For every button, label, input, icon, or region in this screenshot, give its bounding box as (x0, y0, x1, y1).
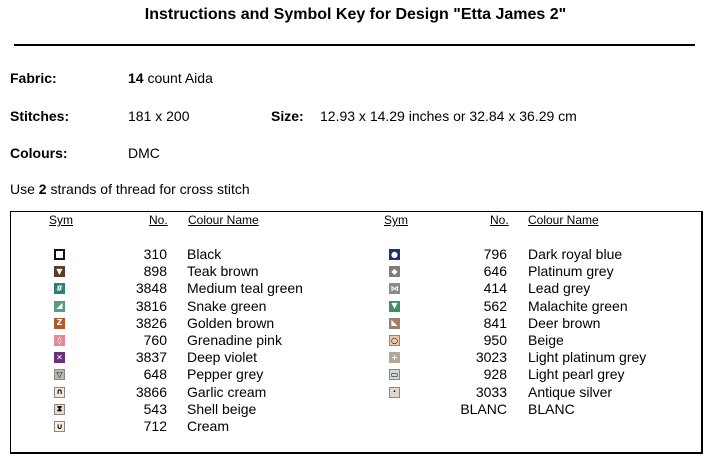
right-colour-name: Platinum grey (528, 263, 614, 280)
down-triangle-icon: ▼ (389, 301, 400, 312)
page-title: Instructions and Symbol Key for Design "Etta James 2" (144, 6, 567, 23)
name-header-left: Colour Name (188, 213, 259, 227)
colours-value: DMC (128, 145, 160, 161)
right-colour-name: Light pearl grey (528, 366, 625, 383)
right-colour-number: 414 (483, 280, 507, 297)
fabric-value (128, 70, 213, 86)
name-header-right: Colour Name (528, 213, 599, 227)
left-colour-name: Shell beige (187, 400, 257, 417)
left-colour-name: Pepper grey (187, 366, 264, 383)
bowtie-icon: ⋈ (390, 283, 399, 293)
strands-pre: Use (10, 181, 39, 197)
fabric-count: 14 (128, 70, 144, 86)
strands-instruction (10, 181, 250, 197)
hollow-down-triangle-icon: ▽ (54, 369, 65, 380)
corner-triangle-icon: ◢ (54, 301, 65, 312)
right-colour-name: Antique silver (528, 383, 613, 400)
size-value: 12.93 x 14.29 inches or 32.84 x 36.29 cm (320, 108, 577, 124)
no-header-left: No. (149, 213, 168, 227)
right-colour-name: Light platinum grey (528, 349, 647, 366)
plus-icon: + (389, 352, 400, 363)
right-colour-number: 950 (483, 332, 507, 348)
hollow-square-icon (54, 249, 65, 260)
arch-icon: ∩ (54, 387, 65, 398)
right-colour-name: Lead grey (528, 280, 591, 297)
hollow-circle-icon: ○ (389, 335, 400, 346)
stitches-label: Stitches: (10, 108, 70, 124)
right-colour-number: 646 (483, 263, 507, 280)
sym-header-left: Sym (49, 213, 73, 227)
left-colour-name: Golden brown (187, 314, 275, 331)
sym-header-right: Sym (384, 213, 408, 227)
right-colour-number: 796 (483, 246, 507, 262)
left-colour-number: 712 (143, 418, 167, 434)
dot-icon: · (389, 387, 400, 398)
strands-post: strands of thread for cross stitch (46, 181, 250, 197)
left-colour-name: Grenadine pink (187, 332, 282, 348)
colours-label: Colours: (10, 145, 68, 161)
left-colour-number: 3816 (135, 297, 167, 314)
hash-icon: # (54, 283, 65, 294)
right-colour-number: BLANC (460, 400, 507, 417)
blank-icon (389, 404, 400, 415)
left-colour-name: Garlic cream (187, 383, 267, 400)
left-colour-name: Medium teal green (187, 280, 303, 297)
left-colour-number: 3848 (135, 280, 167, 297)
filled-circle-icon: ● (389, 249, 400, 260)
right-colour-number: 928 (483, 366, 507, 383)
z-letter-icon: Z (54, 318, 65, 329)
left-colour-number: 898 (143, 263, 167, 280)
left-colour-number: 3826 (135, 314, 167, 331)
cup-icon: ∪ (54, 421, 65, 432)
right-colour-name: Beige (528, 332, 564, 348)
right-colour-name: Deer brown (528, 314, 601, 331)
left-colour-name: Snake green (187, 297, 267, 314)
right-colour-name: Dark royal blue (528, 246, 623, 262)
right-colour-number: 562 (483, 297, 507, 314)
diamond-icon: ◊ (54, 335, 65, 346)
right-colour-name: BLANC (528, 400, 575, 417)
down-triangle-icon: ▼ (54, 266, 65, 277)
left-colour-name: Teak brown (187, 263, 259, 280)
fabric-type: count Aida (143, 70, 213, 86)
rectangle-icon: ▭ (390, 369, 399, 379)
stitches-value: 181 x 200 (128, 108, 190, 124)
right-colour-number: 3023 (475, 349, 507, 366)
right-colour-name: Malachite green (528, 297, 628, 314)
strands-count: 2 (38, 181, 47, 197)
left-colour-name: Cream (187, 418, 230, 434)
right-colour-number: 3033 (475, 383, 507, 400)
no-header-right: No. (490, 213, 509, 227)
left-colour-number: 648 (143, 366, 167, 383)
left-colour-number: 3837 (135, 349, 167, 366)
fabric-label: Fabric: (10, 70, 57, 86)
left-colour-name: Deep violet (187, 349, 258, 366)
size-label: Size: (271, 108, 304, 124)
left-colour-number: 3866 (135, 383, 167, 400)
left-colour-name: Black (187, 246, 222, 262)
right-colour-number: 841 (483, 314, 507, 331)
hourglass-icon: ⧗ (54, 404, 65, 415)
left-colour-number: 543 (143, 400, 167, 417)
cross-icon: ✕ (54, 352, 65, 363)
title-divider (14, 44, 695, 46)
left-colour-number: 760 (143, 332, 167, 348)
filled-diamond-icon: ◆ (389, 266, 400, 277)
left-colour-number: 310 (143, 246, 167, 262)
corner-triangle-icon: ◣ (389, 318, 400, 329)
